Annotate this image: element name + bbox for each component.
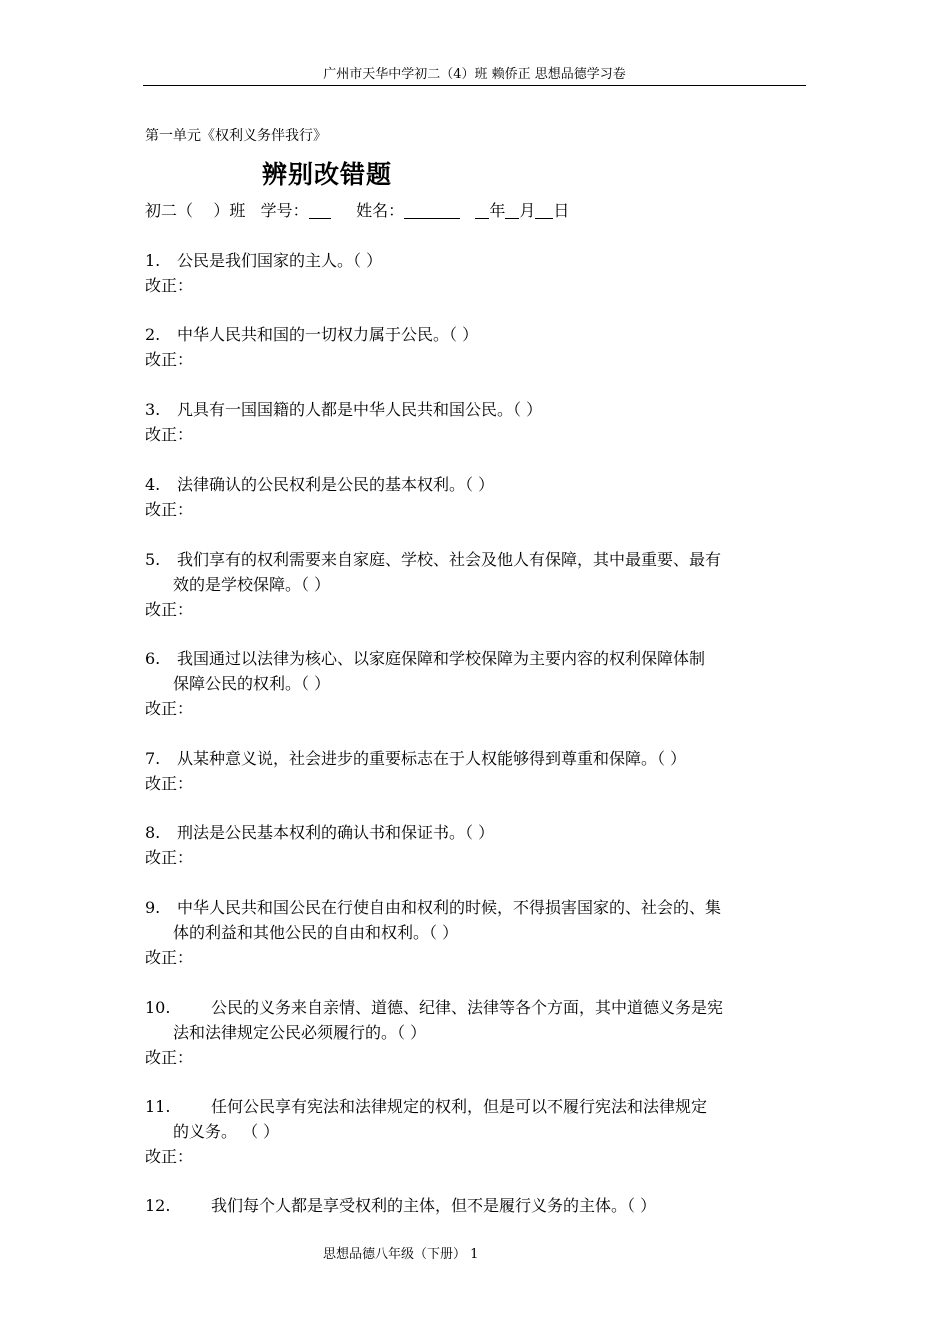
student-info-line <box>145 200 569 222</box>
question-continuation-line <box>145 1020 809 1045</box>
day-blank[interactable] <box>535 202 553 219</box>
question-continuation-line <box>145 920 809 945</box>
question-text: 的义务。 （ ） <box>173 1122 280 1141</box>
question-item <box>145 472 809 522</box>
question-first-line <box>145 820 809 845</box>
question-first-line <box>145 248 809 273</box>
name-label: 姓名： <box>356 201 405 220</box>
question-number: 8. <box>145 823 161 842</box>
question-text: 法律确认的公民权利是公民的基本权利。（ ） <box>177 475 495 494</box>
year-label: 年 <box>489 201 506 220</box>
question-number: 5. <box>145 550 161 569</box>
page-title: 辨别改错题 <box>262 160 393 189</box>
question-item <box>145 1094 809 1169</box>
day-label: 日 <box>553 201 570 220</box>
question-first-line <box>145 472 809 497</box>
question-text: 我们每个人都是享受权利的主体，但不是履行义务的主体。（ ） <box>211 1196 657 1215</box>
question-item <box>145 397 809 447</box>
correction-label: 改正： <box>145 1147 194 1166</box>
page-header: 广州市天华中学初二（4）班 赖侨正 思想品德学习卷 <box>323 67 626 82</box>
correction-label: 改正： <box>145 600 194 619</box>
question-text: 效的是学校保障。（ ） <box>173 575 331 594</box>
correction-label: 改正： <box>145 948 194 967</box>
question-number: 9. <box>145 898 161 917</box>
question-text: 体的利益和其他公民的自由和权利。（ ） <box>173 923 459 942</box>
question-item <box>145 820 809 870</box>
question-number: 1. <box>145 251 161 270</box>
question-continuation-line <box>145 671 809 696</box>
question-first-line <box>145 995 809 1020</box>
correction-label: 改正： <box>145 848 194 867</box>
question-number: 11. <box>145 1097 171 1116</box>
question-text: 任何公民享有宪法和法律规定的权利，但是可以不履行宪法和法律规定 <box>211 1097 708 1116</box>
correction-label: 改正： <box>145 699 194 718</box>
question-item <box>145 248 809 298</box>
question-text: 法和法律规定公民必须履行的。（ ） <box>173 1023 427 1042</box>
id-blank[interactable] <box>309 202 331 219</box>
question-item <box>145 646 809 721</box>
question-number: 12. <box>145 1196 171 1215</box>
name-blank[interactable] <box>404 202 460 219</box>
header-rule <box>143 85 806 86</box>
question-item <box>145 895 809 970</box>
question-item <box>145 995 809 1070</box>
question-text: 我国通过以法律为核心、以家庭保障和学校保障为主要内容的权利保障体制 <box>177 649 706 668</box>
question-item <box>145 322 809 372</box>
id-label: 学号： <box>260 201 309 220</box>
question-text: 从某种意义说，社会进步的重要标志在于人权能够得到尊重和保障。（ ） <box>177 749 687 768</box>
question-first-line <box>145 547 809 572</box>
question-first-line <box>145 397 809 422</box>
question-text: 公民的义务来自亲情、道德、纪律、法律等各个方面，其中道德义务是宪 <box>211 998 724 1017</box>
correction-label: 改正： <box>145 425 194 444</box>
question-first-line <box>145 646 809 671</box>
question-text: 保障公民的权利。（ ） <box>173 674 331 693</box>
page-footer: 思想品德八年级（下册） 1 <box>323 1247 479 1262</box>
correction-label: 改正： <box>145 500 194 519</box>
question-number: 6. <box>145 649 161 668</box>
question-number: 3. <box>145 400 161 419</box>
correction-label: 改正： <box>145 276 194 295</box>
question-number: 10. <box>145 998 171 1017</box>
correction-label: 改正： <box>145 350 194 369</box>
question-text: 凡具有一国国籍的人都是中华人民共和国公民。（ ） <box>177 400 543 419</box>
question-number: 7. <box>145 749 161 768</box>
question-first-line <box>145 895 809 920</box>
question-first-line <box>145 1193 809 1218</box>
question-first-line <box>145 746 809 771</box>
question-text: 中华人民共和国公民在行使自由和权利的时候，不得损害国家的、社会的、集 <box>177 898 722 917</box>
unit-title: 第一单元《权利义务伴我行》 <box>145 128 327 144</box>
question-text: 公民是我们国家的主人。（ ） <box>177 251 383 270</box>
month-label: 月 <box>519 201 536 220</box>
class-label: 初二（ ）班 <box>145 201 246 220</box>
question-continuation-line <box>145 1119 809 1144</box>
question-item <box>145 746 809 796</box>
correction-label: 改正： <box>145 1048 194 1067</box>
question-number: 4. <box>145 475 161 494</box>
question-item <box>145 547 809 622</box>
question-first-line <box>145 322 809 347</box>
question-continuation-line <box>145 572 809 597</box>
month-blank[interactable] <box>505 202 519 219</box>
question-item <box>145 1193 809 1218</box>
year-blank[interactable] <box>475 202 489 219</box>
question-first-line <box>145 1094 809 1119</box>
question-text: 刑法是公民基本权利的确认书和保证书。（ ） <box>177 823 495 842</box>
question-number: 2. <box>145 325 161 344</box>
question-text: 中华人民共和国的一切权力属于公民。（ ） <box>177 325 479 344</box>
correction-label: 改正： <box>145 774 194 793</box>
question-text: 我们享有的权利需要来自家庭、学校、社会及他人有保障，其中最重要、最有 <box>177 550 722 569</box>
